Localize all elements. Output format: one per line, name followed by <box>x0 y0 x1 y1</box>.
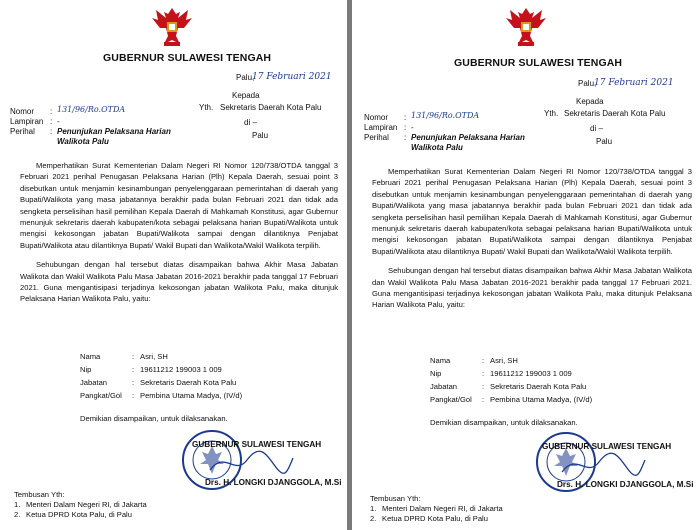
closing: Demikian disampaikan, untuk dilaksanakan. <box>430 418 578 427</box>
yth-label: Yth. <box>199 103 214 112</box>
signature-title: GUBERNUR SULAWESI TENGAH <box>542 442 672 451</box>
colon: : <box>404 113 407 122</box>
place: Palu, <box>236 73 255 82</box>
signature-icon <box>557 450 647 480</box>
recipient: Sekretaris Daerah Kota Palu <box>220 103 322 112</box>
lampiran-label: Lampiran <box>10 117 44 126</box>
yth-label: Yth. <box>544 109 559 118</box>
date-handwritten: 17 Februari 2021 <box>252 72 332 82</box>
garuda-emblem-icon <box>150 4 194 52</box>
perihal-label: Perihal <box>364 133 389 142</box>
perihal-value: Penunjukan Pelaksana Harian Walikota Palu <box>411 133 525 152</box>
recipient: Sekretaris Daerah Kota Palu <box>564 109 666 118</box>
city: Palu <box>596 137 613 146</box>
letterhead-title: GUBERNUR SULAWESI TENGAH <box>454 57 623 69</box>
paragraph-1: Memperhatikan Surat Kementerian Dalam Negeri RI Nomor 120/738/OTDA tanggal 3 Februari 2021 perihal Penugasan Pelaksana Harian (Plh) Kepala Daerah, sesuai point 3 disebutkan untuk menjamin kesinambungan penyelenggaraan pemerintahan di daerah yang Bupati/Walikota yang masa jabatannya berakhir pada bulan Februari 2021 dan tidak ada sengketa perselisihan hasil pemilihan Kepala Daerah di Mahkamah Konstitusi, agar Gubernur menunjuk sekretaris daerah kabupaten/kota sebagai pelaksana harian Bupati/Walikota untuk mengisi kekosongan jabatan Bupati/Walikota sampai dengan dilantiknya Penjabat Bupati/Walikota atau dilantiknya Bupati/ Wakil Bupati dan Walikota/Wakil Walikota terpilih. <box>20 161 338 250</box>
letter-body <box>20 160 338 305</box>
lampiran-label: Lampiran <box>364 123 398 132</box>
di-label: di – <box>244 118 257 127</box>
colon: : <box>50 107 53 116</box>
place: Palu, <box>578 79 597 88</box>
to-label: Kepada <box>576 97 604 106</box>
lampiran-value: - <box>411 123 414 132</box>
nomor-value: 131/96/Ro.OTDA <box>57 105 126 114</box>
appointee-fields: Nama : Asri, SH Nip : 19611212 199003 1 009 Jabatan : Sekretaris Daerah Kota Palu Pangkat/Gol : Pembina Utama Madya, (IV/d) <box>80 352 243 400</box>
signature-icon <box>205 448 295 478</box>
tembusan: Tembusan Yth: 1. Menteri Dalam Negeri RI, di Jakarta 2. Ketua DPRD Kota Palu, di Palu <box>370 494 503 523</box>
paragraph-2: Sehubungan dengan hal tersebut diatas disampaikan bahwa Akhir Masa Jabatan Walikota dan Wakil Walikota Palu Masa Jabatan 2016-2021 berakhir pada tanggal 17 Februari 2021. Guna mengantisipasi terjadinya kekosongan jabatan Walikota Palu, maka ditunjuk Pelaksana Harian Walikota Palu, yaitu: <box>20 260 338 304</box>
letter-page-left <box>0 0 347 530</box>
lampiran-value: - <box>57 117 60 126</box>
signature-title: GUBERNUR SULAWESI TENGAH <box>192 440 322 449</box>
letter-body <box>372 166 692 311</box>
perihal-label: Perihal <box>10 127 35 136</box>
letter-page-right <box>352 0 700 530</box>
to-label: Kepada <box>232 91 260 100</box>
colon: : <box>50 117 53 126</box>
city: Palu <box>252 131 269 140</box>
di-label: di – <box>590 124 603 133</box>
letterhead-title: GUBERNUR SULAWESI TENGAH <box>103 52 272 64</box>
perihal-value: Penunjukan Pelaksana Harian Walikota Palu <box>57 127 171 146</box>
garuda-emblem-icon <box>504 4 548 52</box>
paragraph-2: Sehubungan dengan hal tersebut diatas disampaikan bahwa Akhir Masa Jabatan Walikota dan Wakil Walikota Palu Masa Jabatan 2016-2021 berakhir pada tanggal 17 Februari 2021. Guna mengantisipasi terjadinya kekosongan jabatan Walikota Palu, maka ditunjuk Pelaksana Harian Walikota Palu, yaitu: <box>372 266 692 310</box>
colon: : <box>404 123 407 132</box>
signer-name: Drs. H. LONGKI DJANGGOLA, M.Si <box>205 478 342 487</box>
date-handwritten: 17 Februari 2021 <box>594 78 674 88</box>
closing: Demikian disampaikan, untuk dilaksanakan. <box>80 414 228 423</box>
nomor-label: Nomor <box>10 107 35 116</box>
colon: : <box>404 133 407 142</box>
nomor-label: Nomor <box>364 113 389 122</box>
nomor-value: 131/96/Ro.OTDA <box>411 111 480 120</box>
tembusan: Tembusan Yth: 1. Menteri Dalam Negeri RI, di Jakarta 2. Ketua DPRD Kota Palu, di Palu <box>14 490 147 519</box>
signer-name: Drs. H. LONGKI DJANGGOLA, M.Si <box>557 480 694 489</box>
appointee-fields: Nama : Asri, SH Nip : 19611212 199003 1 009 Jabatan : Sekretaris Daerah Kota Palu Pangkat/Gol : Pembina Utama Madya, (IV/d) <box>430 356 593 404</box>
colon: : <box>50 127 53 136</box>
paragraph-1: Memperhatikan Surat Kementerian Dalam Negeri RI Nomor 120/738/OTDA tanggal 3 Februari 2021 perihal Penugasan Pelaksana Harian (Plh) Kepala Daerah, sesuai point 3 disebutkan untuk menjamin kesinambungan penyelenggaraan pemerintahan di daerah yang Bupati/Walikota yang masa jabatannya berakhir pada bulan Februari 2021 dan tidak ada sengketa perselisihan hasil pemilihan Kepala Daerah di Mahkamah Konstitusi, agar Gubernur menunjuk sekretaris daerah kabupaten/kota sebagai pelaksana harian Bupati/Walikota untuk mengisi kekosongan jabatan Bupati/Walikota sampai dengan dilantiknya Penjabat Bupati/Walikota atau dilantiknya Bupati/ Wakil Bupati dan Walikota/Wakil Walikota terpilih. <box>372 167 692 256</box>
